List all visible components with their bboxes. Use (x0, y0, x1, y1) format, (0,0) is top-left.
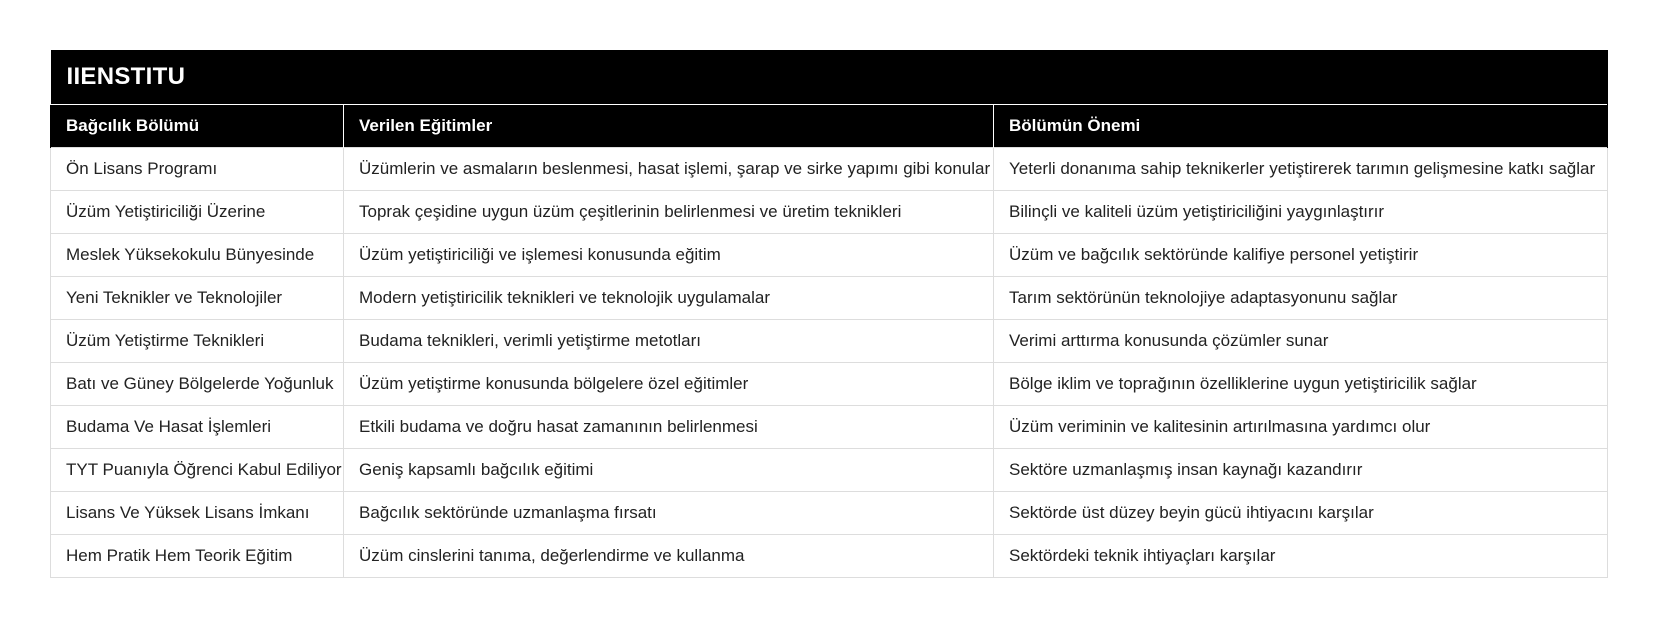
table-cell: Üzüm cinslerini tanıma, değerlendirme ve kullanma (344, 535, 994, 578)
table-title-row (51, 50, 1608, 105)
table-cell: Üzüm Yetiştiriciliği Üzerine (51, 191, 344, 234)
table-cell: Budama Ve Hasat İşlemleri (51, 406, 344, 449)
table-header-row (51, 105, 1608, 148)
table-cell: Sektöre uzmanlaşmış insan kaynağı kazandırır (994, 449, 1608, 492)
table-cell: Sektördeki teknik ihtiyaçları karşılar (994, 535, 1608, 578)
table-cell: Verimi arttırma konusunda çözümler sunar (994, 320, 1608, 363)
data-table-container (50, 50, 1607, 578)
table-row (51, 363, 1608, 406)
table-cell: Ön Lisans Programı (51, 148, 344, 191)
table-row (51, 277, 1608, 320)
table-cell: Lisans Ve Yüksek Lisans İmkanı (51, 492, 344, 535)
table-row (51, 191, 1608, 234)
column-header-section: Bağcılık Bölümü (51, 105, 344, 148)
table-cell: Batı ve Güney Bölgelerde Yoğunluk (51, 363, 344, 406)
table-cell: Bağcılık sektöründe uzmanlaşma fırsatı (344, 492, 994, 535)
table-cell: Tarım sektörünün teknolojiye adaptasyonunu sağlar (994, 277, 1608, 320)
table-cell: Üzüm veriminin ve kalitesinin artırılmasına yardımcı olur (994, 406, 1608, 449)
table-cell: Sektörde üst düzey beyin gücü ihtiyacını karşılar (994, 492, 1608, 535)
table-cell: Üzüm yetiştirme konusunda bölgelere özel eğitimler (344, 363, 994, 406)
table-cell: TYT Puanıyla Öğrenci Kabul Ediliyor (51, 449, 344, 492)
table-row (51, 535, 1608, 578)
table-cell: Etkili budama ve doğru hasat zamanının belirlenmesi (344, 406, 994, 449)
table-row (51, 148, 1608, 191)
table-cell: Yeni Teknikler ve Teknolojiler (51, 277, 344, 320)
table-cell: Geniş kapsamlı bağcılık eğitimi (344, 449, 994, 492)
table-cell: Üzüm ve bağcılık sektöründe kalifiye personel yetiştirir (994, 234, 1608, 277)
table-row (51, 406, 1608, 449)
table-cell: Yeterli donanıma sahip teknikerler yetiştirerek tarımın gelişmesine katkı sağlar (994, 148, 1608, 191)
table-cell: Üzüm Yetiştirme Teknikleri (51, 320, 344, 363)
table-cell: Meslek Yüksekokulu Bünyesinde (51, 234, 344, 277)
table-cell: Hem Pratik Hem Teorik Eğitim (51, 535, 344, 578)
column-header-importance: Bölümün Önemi (994, 105, 1608, 148)
table-cell: Bilinçli ve kaliteli üzüm yetiştiriciliğini yaygınlaştırır (994, 191, 1608, 234)
table-cell: Budama teknikleri, verimli yetiştirme metotları (344, 320, 994, 363)
table-cell: Modern yetiştiricilik teknikleri ve teknolojik uygulamalar (344, 277, 994, 320)
table-cell: Üzüm yetiştiriciliği ve işlemesi konusunda eğitim (344, 234, 994, 277)
table-row (51, 449, 1608, 492)
table-title: IIENSTITU (51, 50, 1608, 105)
data-table (50, 50, 1608, 578)
table-cell: Üzümlerin ve asmaların beslenmesi, hasat işlemi, şarap ve sirke yapımı gibi konular (344, 148, 994, 191)
table-row (51, 234, 1608, 277)
table-row (51, 492, 1608, 535)
table-cell: Toprak çeşidine uygun üzüm çeşitlerinin belirlenmesi ve üretim teknikleri (344, 191, 994, 234)
column-header-trainings: Verilen Eğitimler (344, 105, 994, 148)
table-row (51, 320, 1608, 363)
table-cell: Bölge iklim ve toprağının özelliklerine uygun yetiştiricilik sağlar (994, 363, 1608, 406)
